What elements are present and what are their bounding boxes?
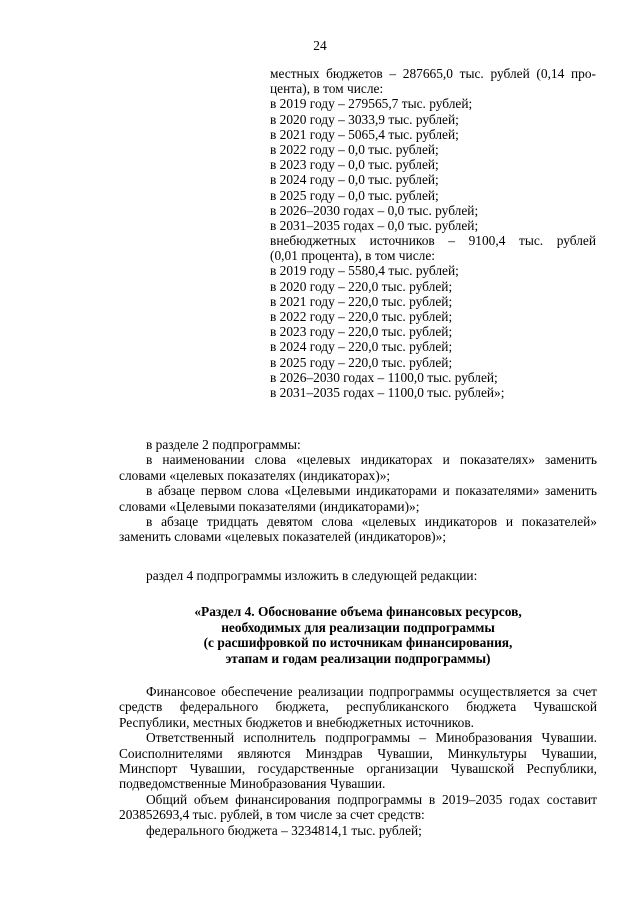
local-year-line: в 2023 году – 0,0 тыс. рублей; (270, 157, 439, 173)
local-year-line: в 2021 году – 5065,4 тыс. рублей; (270, 126, 459, 142)
local-year-line: в 2031–2035 годах – 0,0 тыс. рублей; (270, 217, 479, 233)
extra-year-line: в 2026–2030 годах – 1100,0 тыс. рублей; (270, 369, 498, 385)
section4-intro: раздел 4 подпрограммы изложить в следующей редакции: (146, 568, 478, 583)
heading-line: «Раздел 4. Обоснование объема финансовых ресурсов, (194, 604, 522, 619)
extra-budget-line: внебюджетных источников – 9100,4 тыс. рублей (270, 233, 596, 249)
extra-year-line: в 2024 году – 220,0 тыс. рублей; (270, 339, 453, 355)
section2-item: в абзаце тридцать девятом слова «целевых индикаторов и показателей» заменить словами «целевых показателей (индикаторов)»; (119, 514, 597, 545)
heading-line: необходимых для реализации подпрограммы (221, 619, 495, 635)
section2-item: в абзаце первом слова «Целевыми индикаторами и показателями» заменить словами «Целевыми показателями (индикаторами)»; (119, 483, 597, 514)
extra-budget-line-cont: (0,01 процента), в том числе: (270, 248, 435, 264)
body-paragraph: Финансовое обеспечение реализации подпрограммы осуществляется за счет средств федерального бюджета, республиканского бюджета Чувашской Республики, местных бюджетов и внебюджетных источников. (119, 684, 597, 730)
page-number: 24 (313, 38, 327, 53)
heading-line: этапам и годам реализации подпрограммы) (225, 650, 491, 666)
local-year-line: в 2020 году – 3033,9 тыс. рублей; (270, 111, 459, 127)
section2-intro: в разделе 2 подпрограммы: (146, 437, 301, 452)
local-year-line: в 2019 году – 279565,7 тыс. рублей; (270, 96, 473, 112)
section4-heading (119, 604, 597, 666)
extra-year-line: в 2019 году – 5580,4 тыс. рублей; (270, 263, 459, 279)
local-budget-line: местных бюджетов – 287665,0 тыс. рублей (0,14 про- (270, 66, 596, 81)
extra-year-line: в 2025 году – 220,0 тыс. рублей; (270, 354, 453, 370)
body-paragraph: Общий объем финансирования подпрограммы в 2019–2035 годах составит 203852693,4 тыс. рублей, в том числе за счет средств: (119, 791, 597, 823)
local-year-line: в 2024 году – 0,0 тыс. рублей; (270, 172, 439, 188)
section2-item: в наименовании слова «целевых индикаторах и показателях» заменить словами «целевых показателях (индикаторах)»; (119, 452, 597, 483)
local-budget-line-cont: цента), в том числе: (270, 81, 384, 97)
extra-year-line: в 2023 году – 220,0 тыс. рублей; (270, 324, 453, 340)
local-year-line: в 2022 году – 0,0 тыс. рублей; (270, 141, 439, 157)
local-year-line: в 2025 году – 0,0 тыс. рублей; (270, 187, 439, 203)
section2-amendments (119, 437, 597, 545)
financing-sources-block (270, 66, 596, 400)
body-paragraph: федерального бюджета – 3234814,1 тыс. рублей; (146, 822, 422, 838)
extra-year-line: в 2021 году – 220,0 тыс. рублей; (270, 293, 453, 309)
heading-line: (с расшифровкой по источникам финансирования, (203, 635, 513, 651)
local-year-line: в 2026–2030 годах – 0,0 тыс. рублей; (270, 202, 479, 218)
extra-year-line: в 2020 году – 220,0 тыс. рублей; (270, 278, 453, 294)
extra-year-line: в 2022 году – 220,0 тыс. рублей; (270, 309, 453, 324)
body-paragraph: Ответственный исполнитель подпрограммы – Минобразования Чувашии. Соисполнителями являются Минздрав Чувашии, Минкультуры Чувашии, Минспорт Чувашии, государственные организации Чувашской Республики, подведомственные Минобразования Чувашии. (119, 730, 597, 792)
section4-intro-block (119, 568, 597, 583)
extra-year-line: в 2031–2035 годах – 1100,0 тыс. рублей»; (270, 384, 505, 400)
section4-body (119, 684, 597, 838)
